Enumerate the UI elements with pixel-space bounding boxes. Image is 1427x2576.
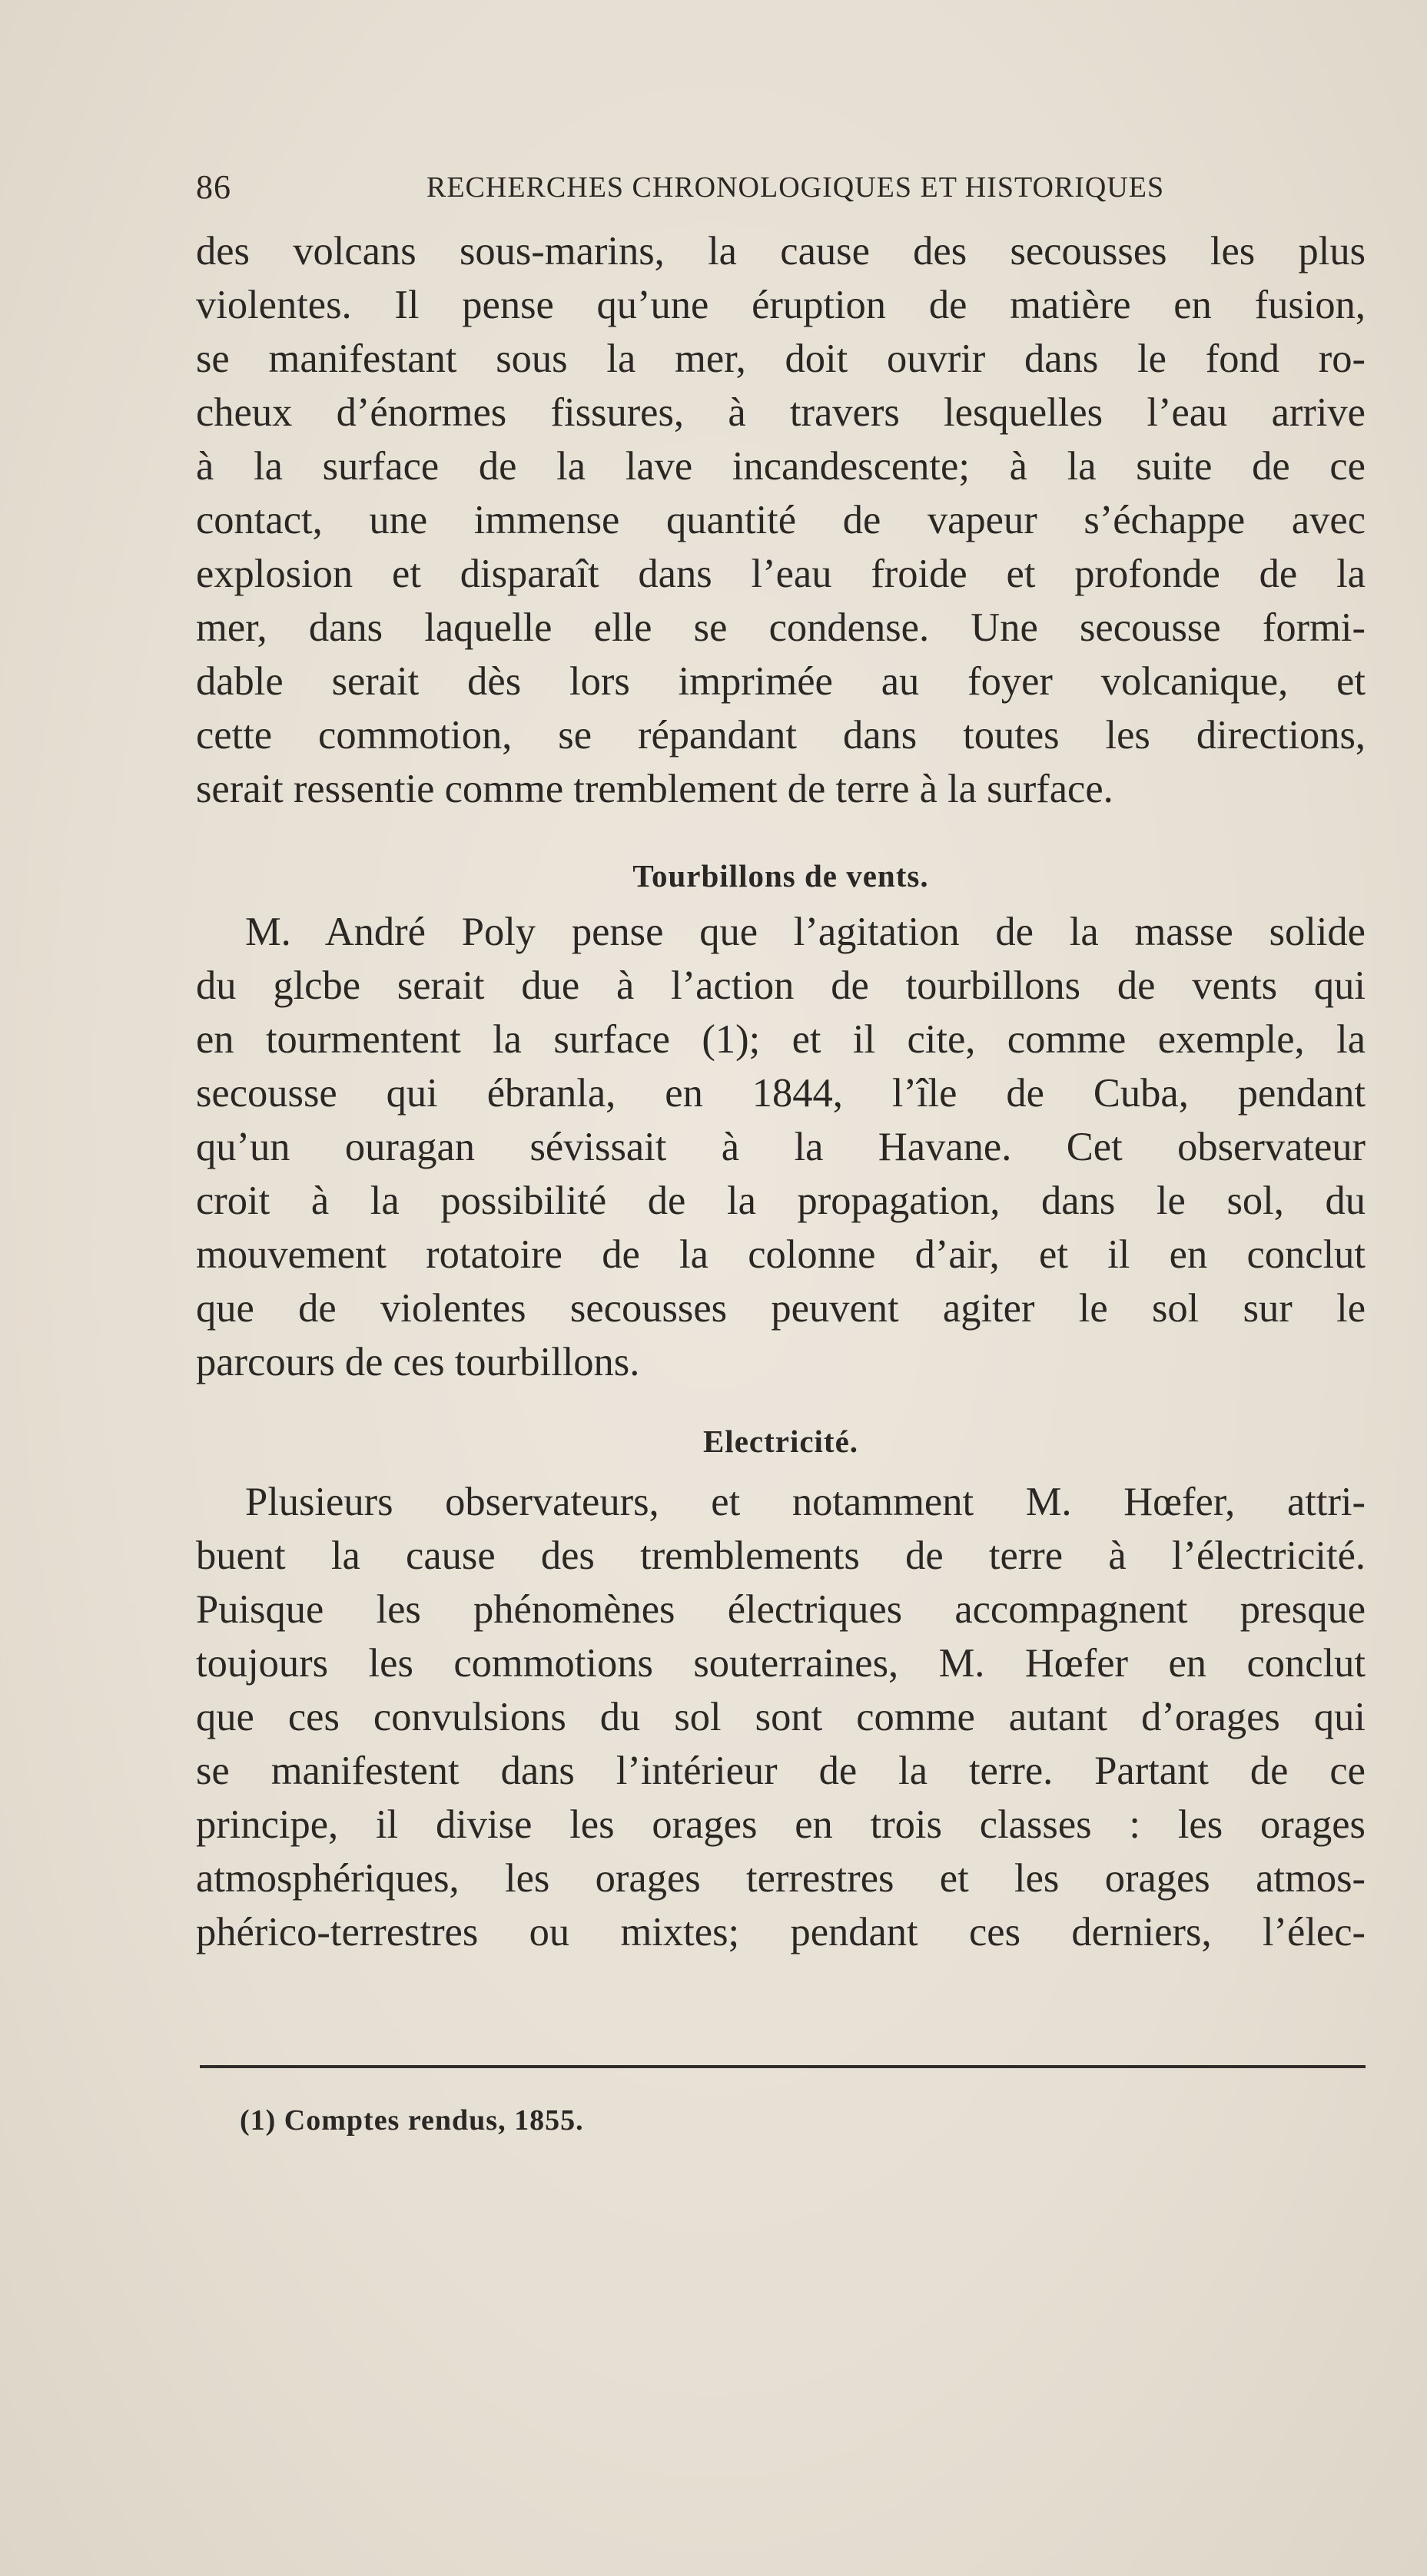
footnote: (1) Comptes rendus, 1855. (240, 2104, 584, 2137)
text-line: serait ressentie comme tremblement de terre à la surface. (196, 767, 1113, 811)
text-line: buent la cause des tremblements de terre à l’électricité. (196, 1533, 1366, 1578)
page-header (196, 167, 1195, 214)
text-line: phérico-terrestres ou mixtes; pendant ces derniers, l’élec- (196, 1910, 1366, 1954)
text-line: en tourmentent la surface (1); et il cite, comme exemple, la (196, 1017, 1366, 1062)
text-line: atmosphériques, les orages terrestres et les orages atmos- (196, 1856, 1366, 1901)
text-line: croit à la possibilité de la propagation, dans le sol, du (196, 1179, 1366, 1223)
text-line: cheux d’énormes fissures, à travers lesquelles l’eau arrive (196, 390, 1366, 435)
text-line: à la surface de la lave incandescente; à la suite de ce (196, 444, 1366, 489)
text-line: se manifestent dans l’intérieur de la terre. Partant de ce (196, 1749, 1366, 1793)
text-line: explosion et disparaît dans l’eau froide et profonde de la (196, 552, 1366, 596)
page-body (196, 224, 1366, 1959)
section-heading-electricite: Electricité. (702, 1424, 859, 1459)
running-head: RECHERCHES CHRONOLOGIQUES ET HISTORIQUES (426, 171, 1165, 204)
text-line: Plusieurs observateurs, et notamment M. Hœfer, attri- (245, 1480, 1366, 1524)
text-line: mer, dans laquelle elle se condense. Une secousse formi- (196, 605, 1366, 650)
text-line: toujours les commotions souterraines, M. Hœfer en conclut (196, 1641, 1366, 1686)
text-line: violentes. Il pense qu’une éruption de matière en fusion, (196, 283, 1366, 327)
text-line: cette commotion, se répandant dans toutes les directions, (196, 713, 1366, 758)
text-line: mouvement rotatoire de la colonne d’air, et il en conclut (196, 1232, 1366, 1277)
text-line: Puisque les phénomènes électriques accompagnent presque (196, 1587, 1366, 1632)
text-line: se manifestant sous la mer, doit ouvrir dans le fond ro- (196, 337, 1366, 381)
section-heading-tourbillons: Tourbillons de vents. (632, 858, 929, 893)
paragraph-volcans (196, 224, 1366, 816)
paragraph-electricite (196, 1475, 1366, 1959)
text-line: que de violentes secousses peuvent agiter le sol sur le (196, 1286, 1366, 1331)
text-line: des volcans sous-marins, la cause des secousses les plus (196, 229, 1366, 274)
text-line: contact, une immense quantité de vapeur s’échappe avec (196, 498, 1366, 542)
text-line: principe, il divise les orages en trois classes : les orages (196, 1802, 1366, 1847)
paragraph-tourbillons (196, 905, 1366, 1389)
text-line: que ces convulsions du sol sont comme autant d’orages qui (196, 1695, 1366, 1739)
text-line: qu’un ouragan sévissait à la Havane. Cet observateur (196, 1125, 1366, 1169)
page-number: 86 (196, 168, 231, 206)
text-line: du glcbe serait due à l’action de tourbillons de vents qui (196, 963, 1366, 1008)
text-line: secousse qui ébranla, en 1844, l’île de Cuba, pendant (196, 1071, 1366, 1116)
text-line: dable serait dès lors imprimée au foyer volcanique, et (196, 659, 1366, 704)
footnote-rule (200, 2065, 1366, 2068)
text-line: parcours de ces tourbillons. (196, 1340, 640, 1384)
text-line: M. André Poly pense que l’agitation de la masse solide (245, 910, 1366, 954)
